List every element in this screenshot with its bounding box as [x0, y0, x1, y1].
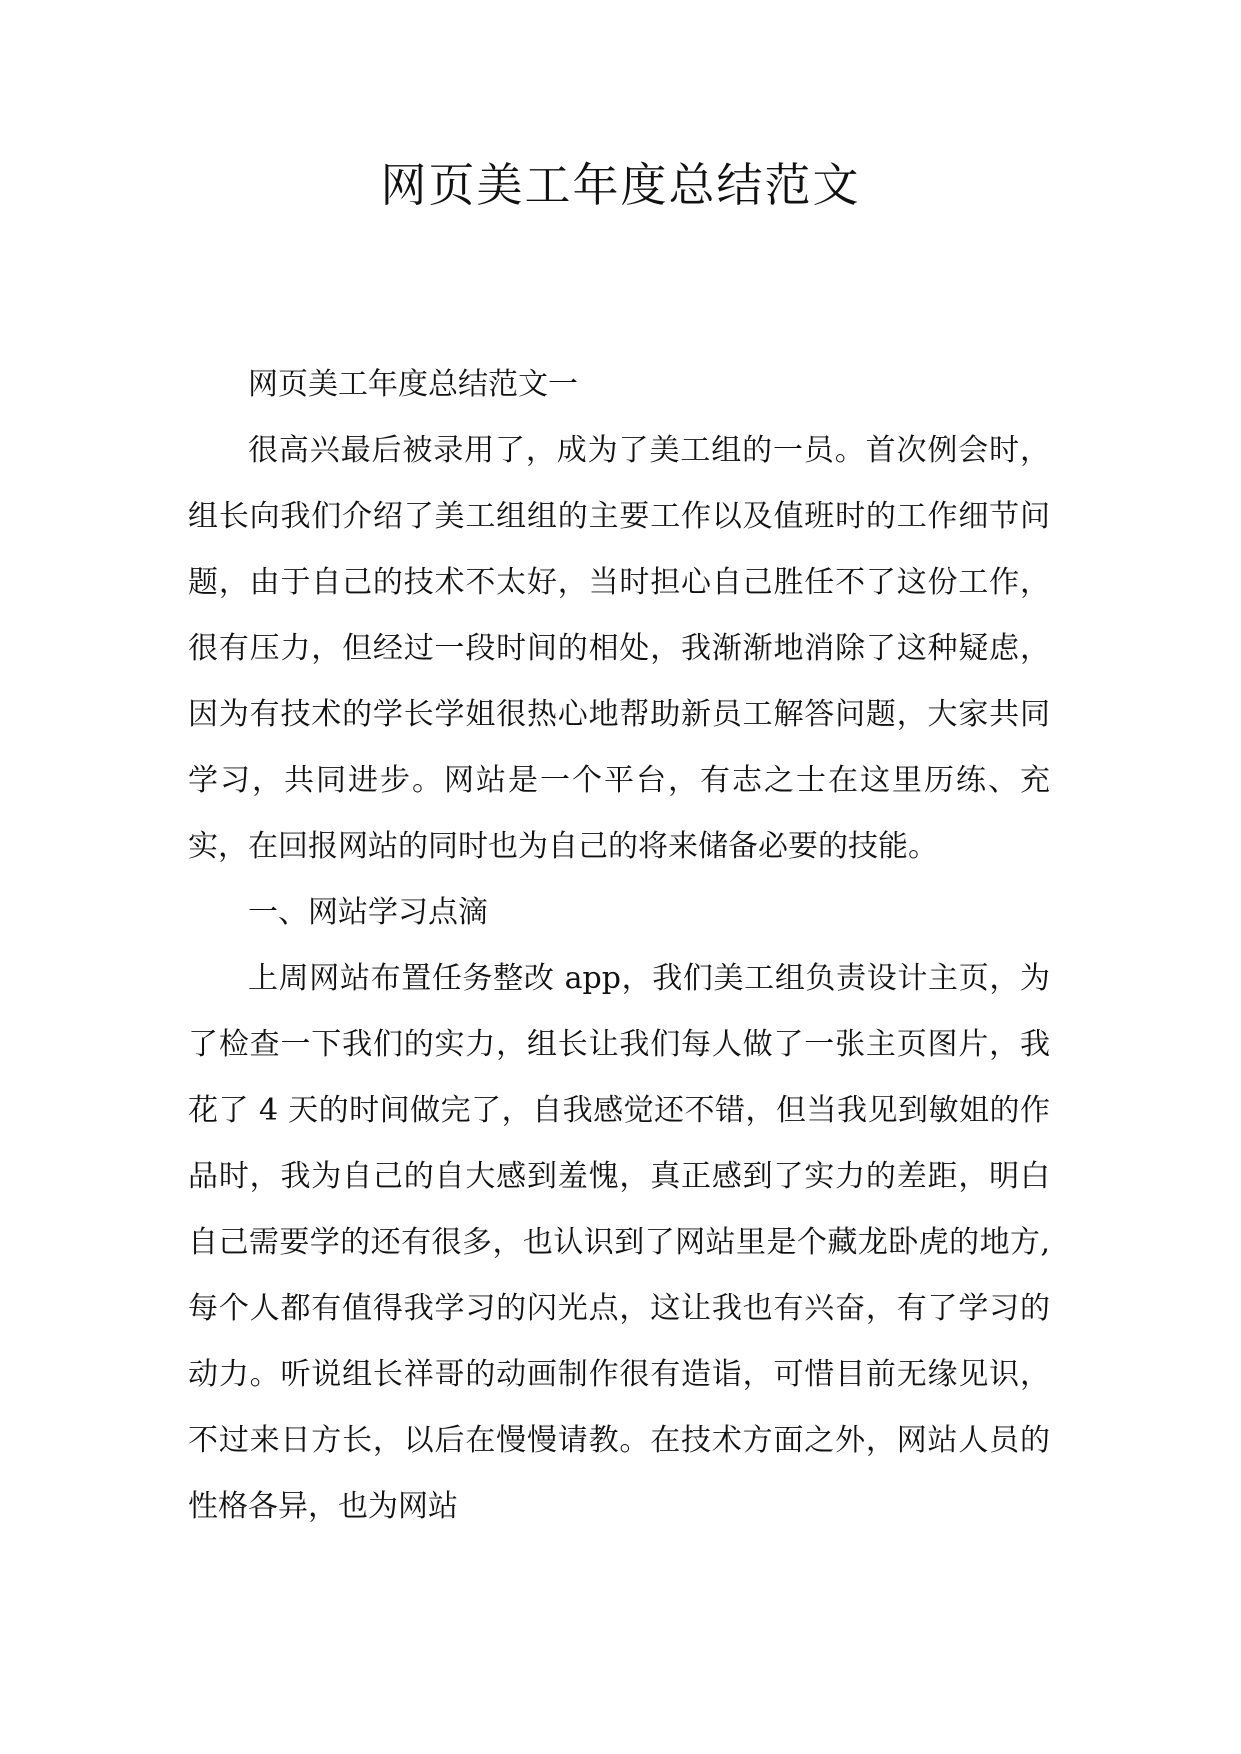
paragraph-intro: 很高兴最后被录用了，成为了美工组的一员。首次例会时，组长向我们介绍了美工组组的主要工作以及值班时的工作细节问题，由于自己的技术不太好，当时担心自己胜任不了这份工作，很有压力，但经过一段时间的相处，我渐渐地消除了这种疑虑，因为有技术的学长学姐很热心地帮助新员工解答问题，大家共同学习，共同进步。网站是一个平台，有志之士在这里历练、充实，在回报网站的同时也为自己的将来储备必要的技能。 — [188, 433, 1050, 864]
paragraph-learning: 上周网站布置任务整改 app，我们美工组负责设计主页，为了检查一下我们的实力，组长让我们每人做了一张主页图片，我花了 4 天的时间做完了，自我感觉还不错，但当我见到敏姐的作品时，我为自己的自大感到羞愧，真正感到了实力的差距，明白自己需要学的还有很多，也认识到了网站里是个藏龙卧虎的地方,每个人都有值得我学习的闪光点，这让我也有兴奋，有了学习的动力。听说组长祥哥的动画制作很有造诣，可惜目前无缘见识，不过来日方长，以后在慢慢请教。在技术方面之外，网站人员的性格各异，也为网站 — [188, 961, 1050, 1524]
section-heading-1: 网页美工年度总结范文一 — [248, 367, 578, 402]
document-title: 网页美工年度总结范文 — [380, 158, 861, 212]
document-body — [188, 352, 1050, 1540]
section-heading-learning: 一、网站学习点滴 — [248, 895, 488, 930]
